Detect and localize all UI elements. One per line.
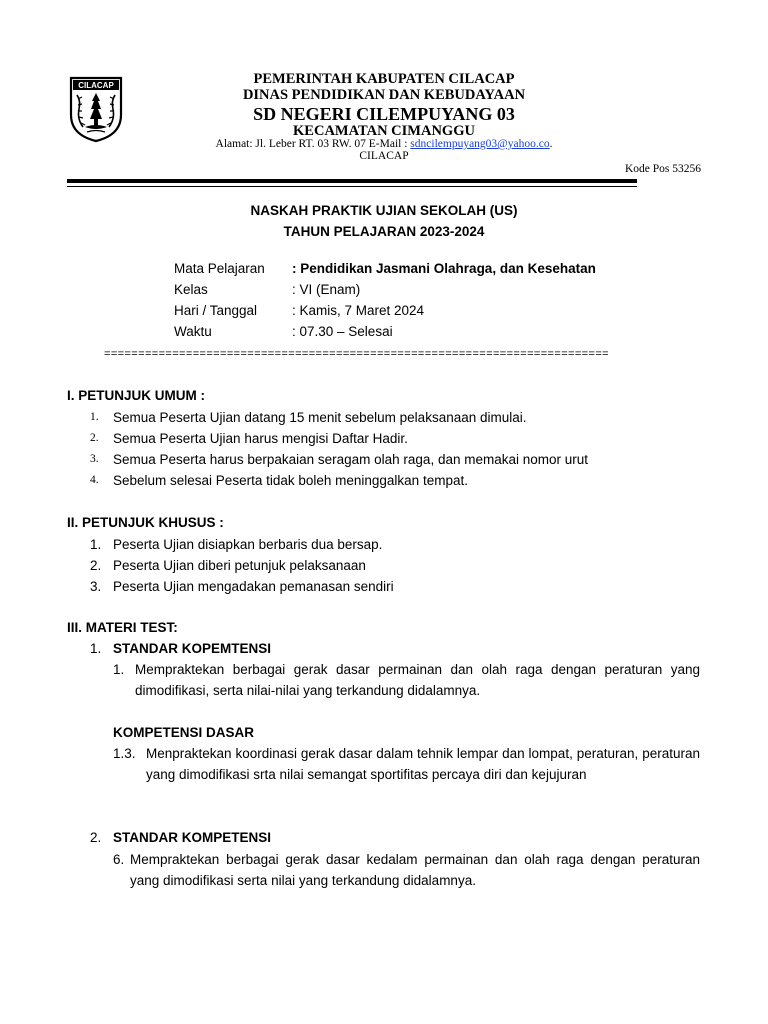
paragraph-text: Mempraktekan berbagai gerak dasar permainan dan olah raga dengan peraturan yang dimodifikasi, serta nilai-nilai yang terkandung didalamnya. — [135, 662, 700, 699]
info-value-class: : VI (Enam) — [292, 282, 361, 297]
list-number: 1. — [90, 641, 102, 656]
paragraph-text: Menpraktekan koordinasi gerak dasar dalam tehnik lempar dan lompat, peraturan, peraturan yang dimodifikasi srta nilai semangat sportifitas percaya diri dan kejujuran — [146, 746, 700, 783]
list-number: 4. — [90, 474, 99, 486]
letterhead-department: DINAS PENDIDIKAN DAN KEBUDAYAAN — [242, 87, 526, 103]
info-value-subject: : Pendidikan Jasmani Olahraga, dan Kesehatan — [292, 261, 596, 276]
list-number: 3. — [90, 453, 99, 465]
standard-competency-paragraph — [113, 659, 700, 702]
list-item: Peserta Ujian mengadakan pemanasan sendiri — [113, 579, 394, 594]
letterhead-rule-thick — [67, 179, 637, 183]
basic-competency-paragraph — [113, 743, 700, 786]
email-link[interactable]: sdncilempuyang03@yahoo.co — [410, 138, 550, 150]
letterhead-school-name: SD NEGERI CILEMPUYANG 03 — [253, 104, 515, 124]
list-item: Semua Peserta harus berpakaian seragam olah raga, dan memakai nomor urut — [113, 452, 589, 467]
paragraph-text: Mempraktekan berbagai gerak dasar kedalam permainan dan olah raga dengan peraturan yang dimodifikasi serta nilai yang terkandung didalamnya. — [130, 852, 700, 889]
standard-competency-paragraph-2 — [113, 849, 700, 892]
list-item: Sebelum selesai Peserta tidak boleh meninggalkan tempat. — [113, 473, 468, 488]
info-value-date: : Kamis, 7 Maret 2024 — [292, 303, 425, 318]
logo-text: CILACAP — [78, 81, 114, 91]
list-number: 2. — [90, 432, 99, 444]
list-number: 2. — [90, 558, 102, 573]
address-suffix: . — [549, 138, 553, 150]
list-number: 1. — [90, 411, 99, 423]
list-item: Peserta Ujian disiapkan berbaris dua bersap. — [113, 537, 383, 552]
letterhead-rule-thin — [67, 186, 637, 187]
letterhead-city: CILACAP — [359, 150, 409, 162]
letterhead-address — [0, 138, 768, 150]
list-item: Semua Peserta Ujian harus mengisi Daftar Hadir. — [113, 431, 408, 446]
separator-line: ========================================================================== — [104, 348, 609, 360]
info-label-time: Waktu — [174, 324, 212, 339]
letterhead-postal-code: Kode Pos 53256 — [624, 163, 701, 175]
list-number: 1. — [90, 537, 102, 552]
paragraph-number: 6. — [113, 852, 125, 867]
letterhead-government: PEMERINTAH KABUPATEN CILACAP — [253, 71, 515, 87]
section-special-instructions-heading: II. PETUNJUK KHUSUS : — [67, 515, 224, 530]
doc-title: NASKAH PRAKTIK UJIAN SEKOLAH (US) — [250, 203, 518, 218]
list-number: 3. — [90, 579, 102, 594]
letterhead-district: KECAMATAN CIMANGGU — [293, 123, 475, 139]
info-label-class: Kelas — [174, 282, 208, 297]
standard-competency-heading-2: STANDAR KOMPETENSI — [113, 830, 272, 845]
info-label-subject: Mata Pelajaran — [174, 261, 265, 276]
list-item: Peserta Ujian diberi petunjuk pelaksanaan — [113, 558, 366, 573]
doc-subtitle: TAHUN PELAJARAN 2023-2024 — [283, 224, 485, 239]
paragraph-number: 1. — [113, 662, 125, 677]
basic-competency-heading: KOMPETENSI DASAR — [113, 725, 255, 740]
info-label-date: Hari / Tanggal — [174, 303, 258, 318]
paragraph-number: 1.3. — [113, 746, 136, 761]
section-general-instructions-heading: I. PETUNJUK UMUM : — [67, 388, 205, 403]
section-test-material-heading: III. MATERI TEST: — [67, 620, 178, 635]
address-text: Alamat: Jl. Leber RT. 03 RW. 07 E-Mail : — [215, 138, 411, 150]
info-value-time: : 07.30 – Selesai — [292, 324, 393, 339]
list-item: Semua Peserta Ujian datang 15 menit sebelum pelaksanaan dimulai. — [113, 410, 527, 425]
list-number: 2. — [90, 830, 102, 845]
standard-competency-heading: STANDAR KOPEMTENSI — [113, 641, 272, 656]
